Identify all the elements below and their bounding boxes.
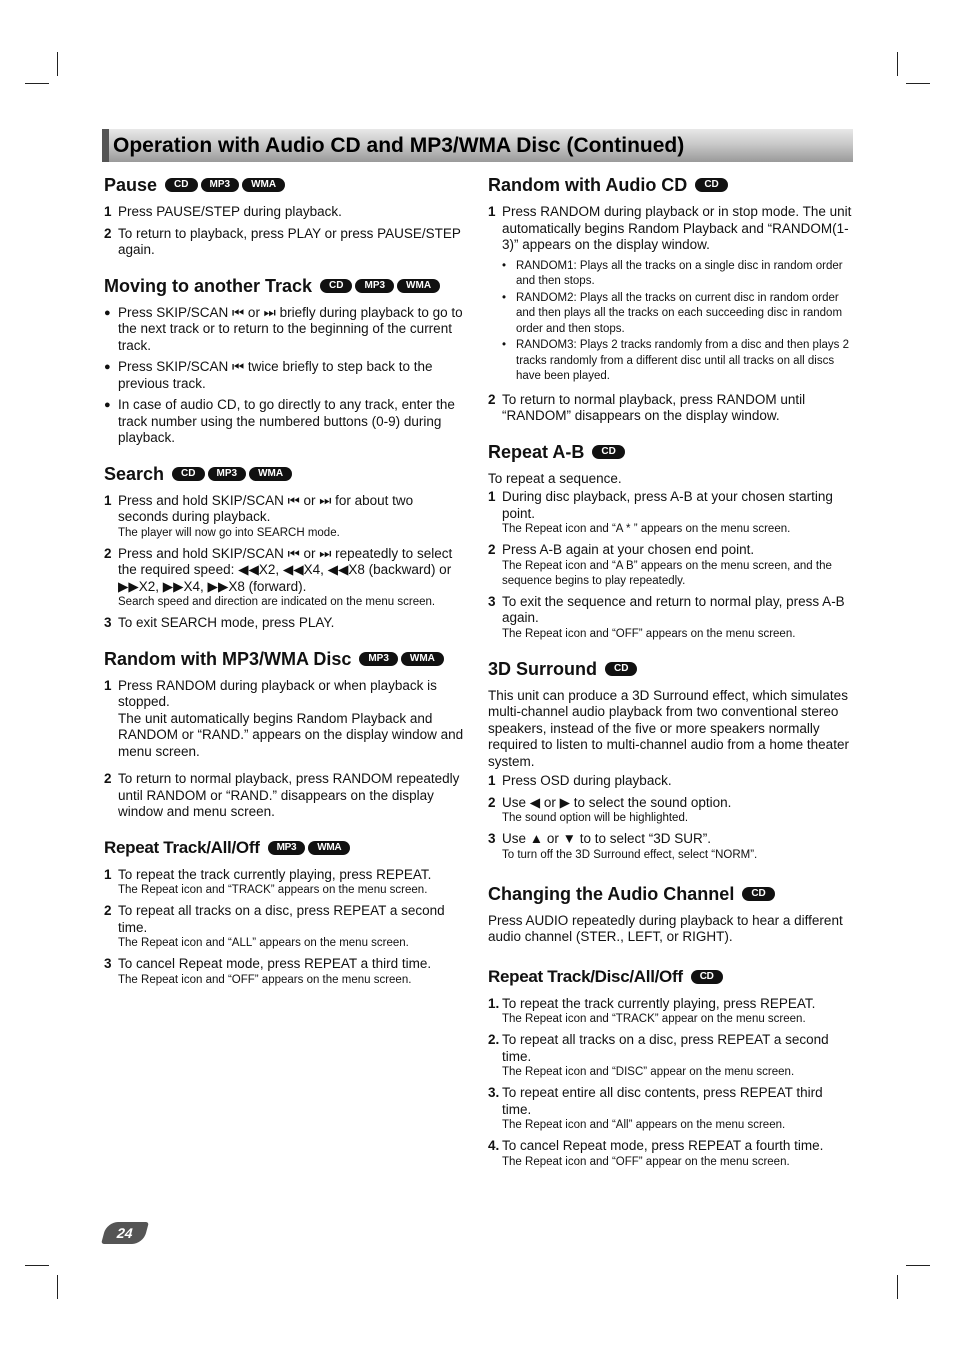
step-note: To turn off the 3D Surround effect, select “NORM”. [502, 848, 758, 861]
section-heading: Pause CD MP3 WMA [104, 172, 464, 198]
step: 3 To exit SEARCH mode, press PLAY. [104, 615, 335, 630]
step-note: The Repeat icon and “DISC” appear on the menu screen. [502, 1066, 795, 1078]
badge-cd: CD [165, 178, 197, 192]
format-badges [165, 178, 288, 192]
badge-mp3: MP3 [268, 841, 306, 855]
step: 2 To return to playback, press PLAY or press PAUSE/STEP again. [104, 225, 461, 257]
page-title: Operation with Audio CD and MP3/WMA Disc (Continued) [113, 134, 685, 157]
section-search [104, 461, 464, 632]
step: 2 To return to normal playback, press RANDOM until “RANDOM” disappears on the display window. [488, 391, 806, 423]
step: 2 Press A-B again at your chosen end point. The Repeat icon and “A B” appears on the menu screen, and the sequence begins to play repeatedly. [488, 542, 852, 589]
format-badges [742, 887, 777, 901]
section-heading: Repeat Track/Disc/All/Off CD [488, 964, 852, 990]
badge-mp3: MP3 [208, 467, 247, 481]
badge-cd: CD [592, 445, 624, 459]
bullet-icon: ● [104, 306, 111, 319]
step: 2 Use ◀ or ▶ to select the sound option. The sound option will be highlighted. [488, 795, 852, 827]
format-badges [695, 178, 730, 192]
crop-mark [906, 1265, 930, 1266]
format-badges [592, 445, 627, 459]
section-moving-track [104, 273, 464, 447]
step: 3 To exit the sequence and return to normal play, press A-B again. The Repeat icon and “OFF” appears on the menu screen. [488, 594, 852, 642]
section-heading: 3D Surround CD [488, 656, 852, 682]
badge-wma: WMA [308, 841, 350, 855]
crop-mark [25, 83, 49, 84]
step-note: The Repeat icon and “A * ” appears on the menu screen. [502, 523, 791, 535]
badge-mp3: MP3 [201, 178, 240, 192]
step: 1 To repeat the track currently playing, press REPEAT. The Repeat icon and “TRACK” appears on the menu screen. [104, 867, 464, 899]
badge-wma: WMA [249, 467, 292, 481]
badge-cd: CD [691, 970, 723, 984]
badge-cd: CD [320, 279, 352, 293]
bullet-icon: ● [104, 399, 111, 411]
badge-mp3: MP3 [359, 652, 398, 666]
step: 4. To cancel Repeat mode, press REPEAT a fourth time. The Repeat icon and “OFF” appear on the menu screen. [488, 1138, 852, 1170]
section-repeat-ab [488, 439, 852, 642]
crop-mark [897, 52, 898, 76]
left-column [104, 172, 464, 1002]
badge-cd: CD [172, 467, 204, 481]
section-3d-surround [488, 656, 852, 863]
step: 2 To return to normal playback, press RANDOM repeatedly until RANDOM or “RAND.” disappears on the display window and menu screen. [104, 771, 460, 819]
crop-mark [57, 52, 58, 76]
badge-wma: WMA [242, 178, 285, 192]
step-note: The Repeat icon and “A B” appears on the menu screen, and the sequence begins to play repeatedly. [502, 559, 832, 587]
step: 3. To repeat entire all disc contents, press REPEAT third time. The Repeat icon and “All” appears on the menu screen. [488, 1085, 852, 1133]
step-note: The Repeat icon and “TRACK” appears on the menu screen. [118, 884, 428, 896]
page-number: 24 [101, 1222, 149, 1244]
step-note: The Repeat icon and “TRACK” appear on the menu screen. [502, 1013, 806, 1025]
step: 1 Press OSD during playback. [488, 773, 672, 788]
section-intro: Press AUDIO repeatedly during playback to hear a different audio channel (STER., LEFT, or RIGHT). [488, 912, 843, 944]
random-mode-item: • RANDOM1: Plays all the tracks on a single disc in random order and then stops. [502, 259, 852, 290]
step: 1 Press RANDOM during playback or when playback is stopped. The unit automatically begins Random Playback and RANDOM or “RAND.” appears on the display window and menu screen. [104, 677, 464, 759]
section-repeat-track-disc [488, 964, 852, 1170]
section-heading: Random with Audio CD CD [488, 172, 852, 198]
section-heading: Moving to another Track CD MP3 WMA [104, 273, 464, 299]
section-pause [104, 172, 464, 259]
section-heading: Random with MP3/WMA Disc MP3 WMA [104, 646, 464, 672]
badge-wma: WMA [401, 652, 444, 666]
crop-mark [897, 1275, 898, 1299]
step: 1. To repeat the track currently playing, press REPEAT. The Repeat icon and “TRACK” appear on the menu screen. [488, 996, 852, 1028]
step: 2 Press and hold SKIP/SCAN ⏮ or ⏭ repeatedly to select the required speed: ◀◀X2, ◀◀X4, ◀◀X8 (backward) or ▶▶X2, ▶▶X4, ▶▶X8 (forward). Search speed and direction are indicated on the menu screen. [104, 546, 464, 611]
section-intro: This unit can produce a 3D Surround effect, which simulates multi-channel audio playback from two conventional stereo speakers, instead of the five or more speakers normally required to listen to multi-channel audio from a home theater system. [488, 687, 849, 769]
format-badges [172, 467, 295, 481]
section-heading: Repeat A-B CD [488, 439, 852, 465]
badge-cd: CD [605, 662, 637, 676]
format-badges [605, 662, 640, 676]
section-heading: Changing the Audio Channel CD [488, 881, 852, 907]
crop-mark [25, 1265, 49, 1266]
bullet-item: ● Press SKIP/SCAN ⏮ twice briefly to step back to the previous track. [104, 359, 433, 391]
crop-mark [906, 83, 930, 84]
step-note: The Repeat icon and “OFF” appear on the menu screen. [502, 1155, 790, 1168]
bullet-icon: • [502, 339, 507, 351]
section-heading: Search CD MP3 WMA [104, 461, 464, 487]
step: 3 Use ▲ or ▼ to to select “3D SUR”. To turn off the 3D Surround effect, select “NORM”. [488, 831, 852, 863]
badge-cd: CD [742, 887, 774, 901]
step-note: The Repeat icon and “All” appears on the menu screen. [502, 1119, 786, 1131]
step: 3 To cancel Repeat mode, press REPEAT a third time. The Repeat icon and “OFF” appears on the menu screen. [104, 956, 464, 988]
step: 2 To repeat all tracks on a disc, press REPEAT a second time. The Repeat icon and “ALL” appears on the menu screen. [104, 903, 464, 951]
crop-mark [57, 1275, 58, 1299]
bullet-icon: • [502, 291, 507, 304]
section-random-mp3 [104, 646, 464, 821]
format-badges [691, 970, 726, 984]
section-audio-channel [488, 881, 852, 946]
badge-cd: CD [695, 178, 727, 192]
section-heading: Repeat Track/All/Off MP3 WMA [104, 835, 464, 861]
step: 1 Press RANDOM during playback or in stop mode. The unit automatically begins Random Playback and “RANDOM(1-3)” appears on the display window. [488, 204, 852, 252]
step: 1 Press and hold SKIP/SCAN ⏮ or ⏭ for about two seconds during playback. The player will now go into SEARCH mode. [104, 493, 464, 541]
step-note: The player will now go into SEARCH mode. [118, 526, 340, 539]
step-note: The Repeat icon and “ALL” appears on the menu screen. [118, 937, 409, 949]
format-badges [359, 652, 447, 666]
step-note: The Repeat icon and “OFF” appears on the menu screen. [502, 627, 796, 640]
section-repeat-track-all [104, 835, 464, 988]
step: 1 Press PAUSE/STEP during playback. [104, 204, 342, 219]
step-note: The Repeat icon and “OFF” appears on the menu screen. [118, 973, 412, 986]
bullet-item: ● In case of audio CD, to go directly to any track, enter the track number using the numbered buttons (0-9) during playback. [104, 397, 455, 445]
bullet-icon: • [502, 259, 507, 272]
section-intro: To repeat a sequence. [488, 470, 622, 486]
random-mode-item: • RANDOM3: Plays 2 tracks randomly from a disc and then plays 2 tracks randomly from a different disc until all tracks on all discs have been played. [502, 338, 852, 385]
format-badges [268, 841, 354, 855]
badge-mp3: MP3 [355, 279, 394, 293]
bullet-item: ● Press SKIP/SCAN ⏮ or ⏭ briefly during playback to go to the next track or to return to the beginning of the current track. [104, 304, 463, 353]
step: 1 During disc playback, press A-B at your chosen starting point. The Repeat icon and “A * ” appears on the menu screen. [488, 489, 852, 537]
bullet-icon: ● [104, 361, 111, 373]
step-note: The sound option will be highlighted. [502, 812, 689, 824]
step-note: Search speed and direction are indicated on the menu screen. [118, 596, 436, 608]
format-badges [320, 279, 443, 293]
step: 2. To repeat all tracks on a disc, press REPEAT a second time. The Repeat icon and “DISC” appear on the menu screen. [488, 1032, 852, 1080]
section-random-cd [488, 172, 852, 425]
right-column [488, 172, 852, 1184]
title-banner [102, 129, 853, 162]
badge-wma: WMA [397, 279, 440, 293]
random-mode-item: • RANDOM2: Plays all the tracks on current disc in random order and then plays all the tracks on each succeeding disc in random order and then stops. [502, 291, 852, 338]
